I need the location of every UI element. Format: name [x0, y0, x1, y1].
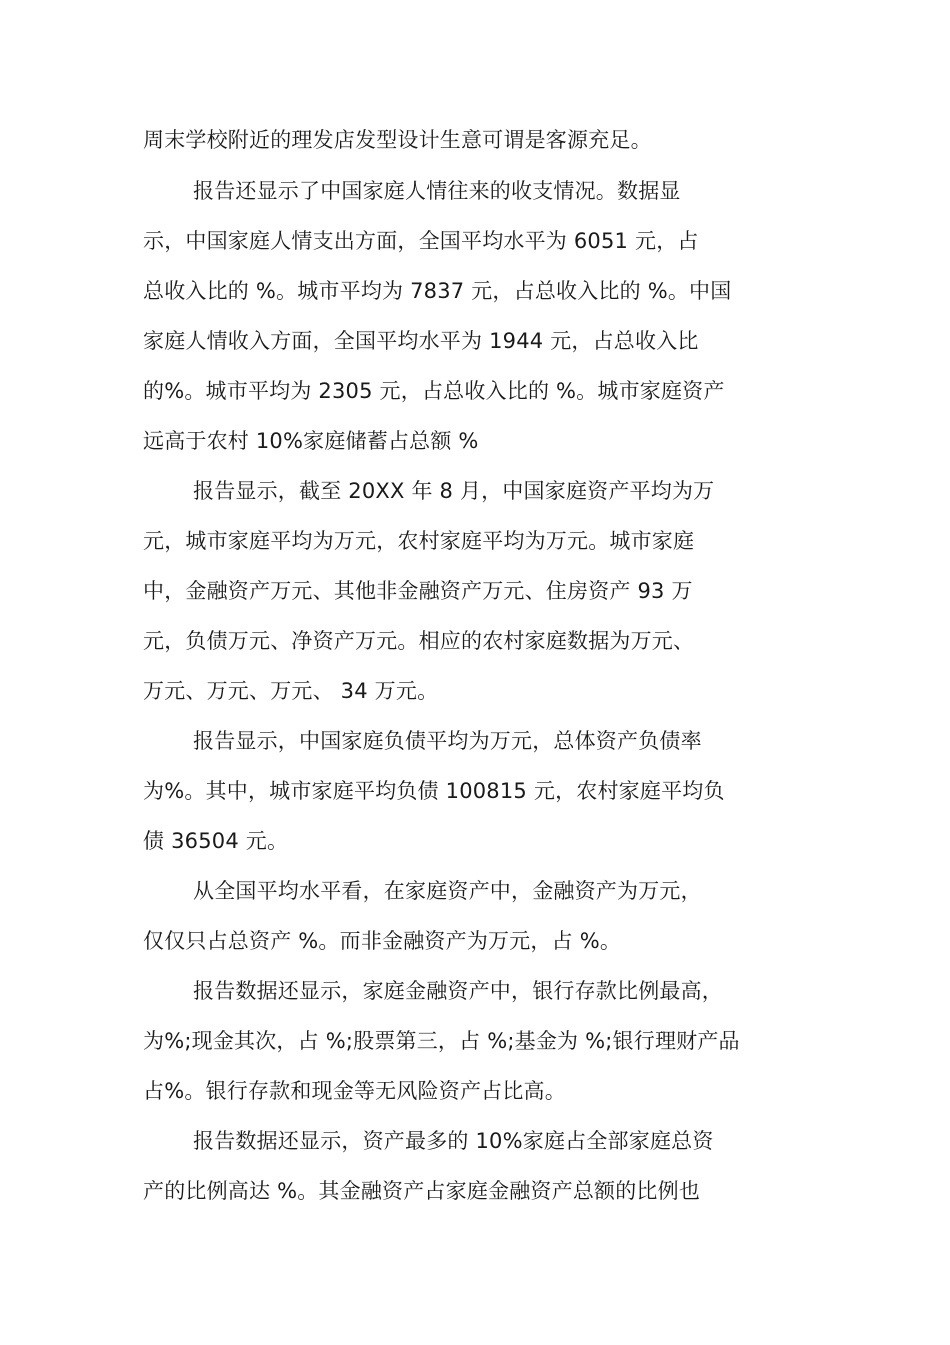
text-line: 为%。其中，城市家庭平均负债 100815 元，农村家庭平均负	[143, 779, 725, 803]
paragraph-first-line: 报告数据还显示，家庭金融资产中，银行存款比例最高，	[193, 979, 723, 1003]
paragraph-first-line: 报告显示，截至 20XX 年 8 月，中国家庭资产平均为万	[193, 479, 715, 503]
text-line: 周末学校附近的理发店发型设计生意可谓是客源充足。	[143, 128, 652, 152]
text-line: 万元、万元、万元、 34 万元。	[143, 679, 439, 703]
text-line: 总收入比的 %。城市平均为 7837 元，占总收入比的 %。中国	[143, 279, 732, 303]
text-line: 债 36504 元。	[143, 829, 289, 853]
paragraph-first-line: 报告还显示了中国家庭人情往来的收支情况。数据显	[193, 179, 681, 203]
text-line: 为%;现金其次，占 %;股票第三，占 %;基金为 %;银行理财产品	[143, 1029, 740, 1053]
text-line: 仅仅只占总资产 %。而非金融资产为万元，占 %。	[143, 929, 622, 953]
text-line: 产的比例高达 %。其金融资产占家庭金融资产总额的比例也	[143, 1179, 701, 1203]
text-line: 元，负债万元、净资产万元。相应的农村家庭数据为万元、	[143, 629, 695, 653]
text-line: 占%。银行存款和现金等无风险资产占比高。	[143, 1079, 566, 1103]
text-line: 中，金融资产万元、其他非金融资产万元、住房资产 93 万	[143, 579, 693, 603]
paragraph-first-line: 报告显示，中国家庭负债平均为万元，总体资产负债率	[193, 729, 702, 753]
text-line: 远高于农村 10%家庭储蓄占总额 %	[143, 429, 479, 453]
text-line: 示，中国家庭人情支出方面，全国平均水平为 6051 元，占	[143, 229, 699, 253]
text-line: 家庭人情收入方面，全国平均水平为 1944 元，占总收入比	[143, 329, 699, 353]
paragraph-first-line: 从全国平均水平看，在家庭资产中，金融资产为万元，	[193, 879, 702, 903]
text-line: 的%。城市平均为 2305 元，占总收入比的 %。城市家庭资产	[143, 379, 725, 403]
paragraph-first-line: 报告数据还显示，资产最多的 10%家庭占全部家庭总资	[193, 1129, 714, 1153]
text-line: 元，城市家庭平均为万元，农村家庭平均为万元。城市家庭	[143, 529, 695, 553]
